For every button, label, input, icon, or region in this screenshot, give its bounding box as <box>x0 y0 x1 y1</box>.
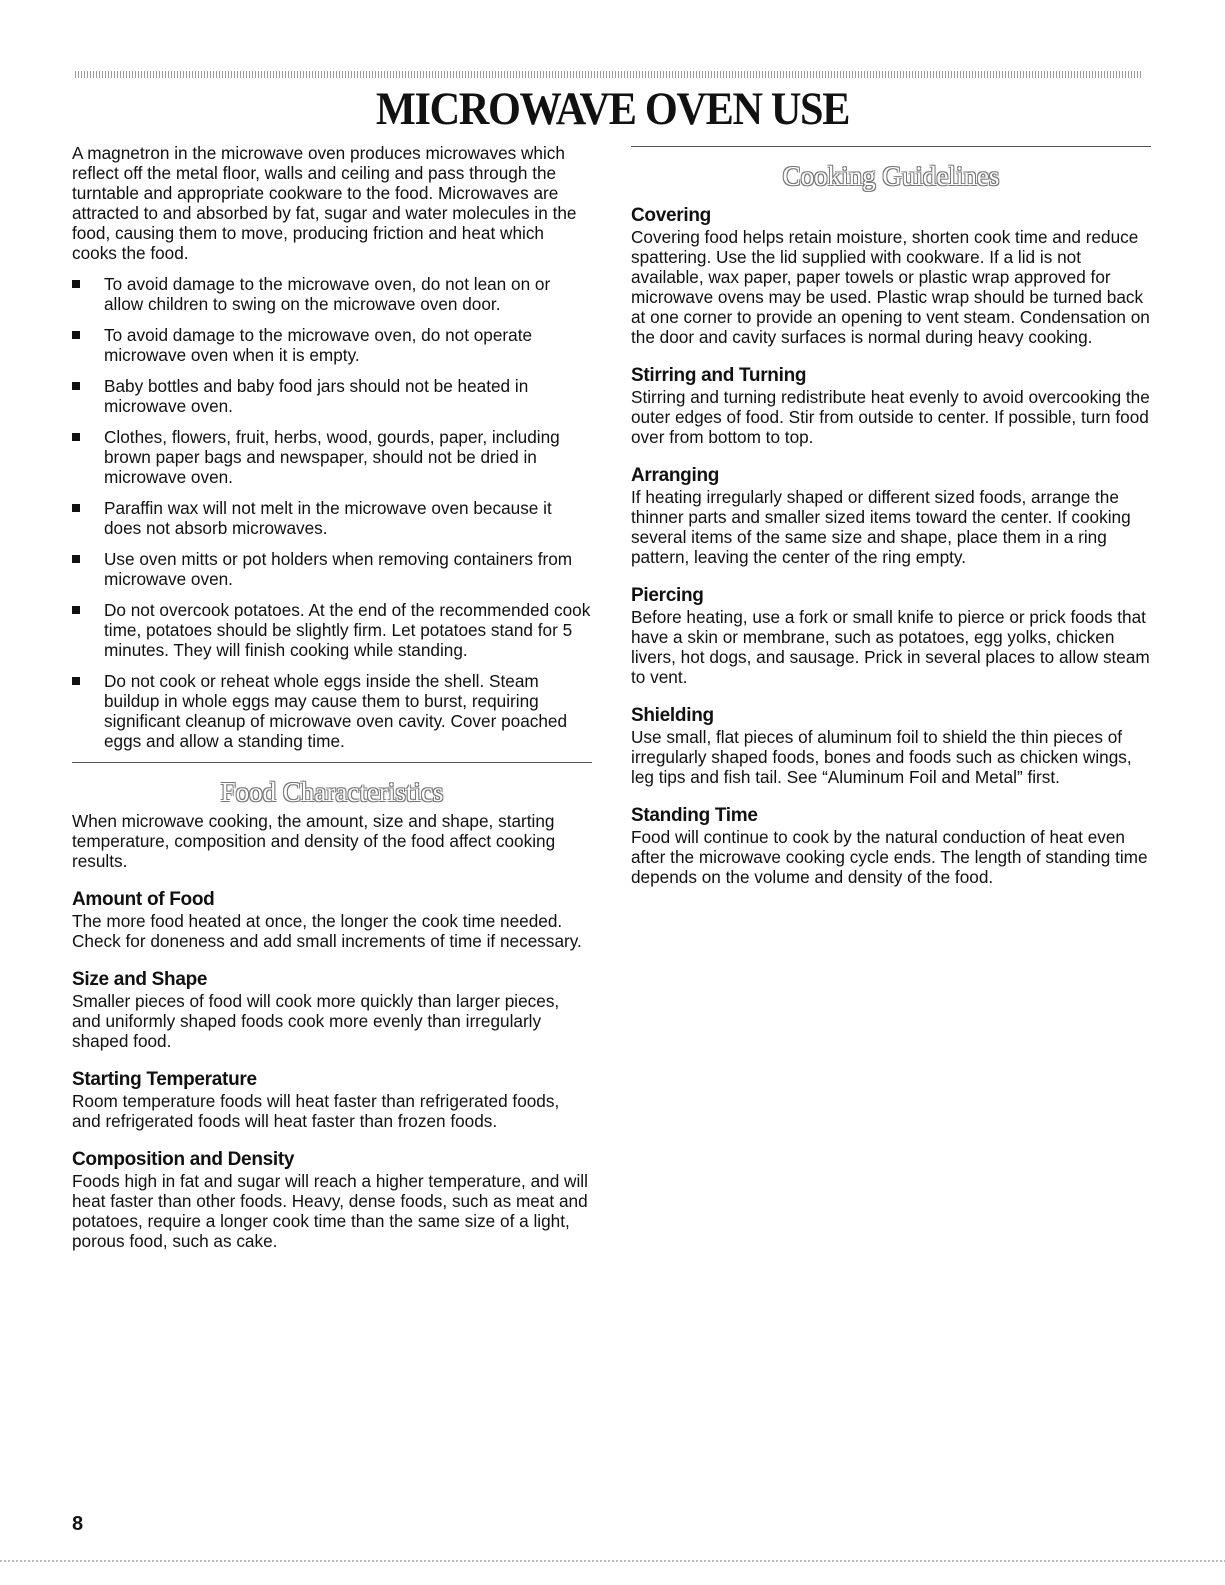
subsection <box>72 889 592 951</box>
bullet-text: To avoid damage to the microwave oven, do not operate microwave oven when it is empty. <box>104 325 533 365</box>
subsection-text: Room temperature foods will heat faster than refrigerated foods, and refrigerated foods will heat faster than frozen foods. <box>72 1091 560 1131</box>
square-bullet-icon <box>72 504 80 512</box>
bullet-text: Baby bottles and baby food jars should not be heated in microwave oven. <box>104 376 529 416</box>
subsection <box>631 805 1151 887</box>
subsection <box>72 969 592 1051</box>
right-column <box>631 146 1151 887</box>
bullet-item <box>72 671 592 751</box>
subsection-text: If heating irregularly shaped or different sized foods, arrange the thinner parts and smaller sized items toward the center. If cooking several items of the same size and shape, place them in a ring pattern, leaving the center of the ring empty. <box>631 487 1131 567</box>
page-number: 8 <box>72 1513 84 1535</box>
bottom-dotted-rule <box>0 1560 1225 1562</box>
bullet-item <box>72 376 592 416</box>
bullet-text: Do not overcook potatoes. At the end of the recommended cook time, potatoes should be slightly firm. Let potatoes stand for 5 minutes. They will finish cooking while standing. <box>104 600 591 660</box>
bullet-text: Use oven mitts or pot holders when removing containers from microwave oven. <box>104 549 573 589</box>
bullet-text: Do not cook or reheat whole eggs inside the shell. Steam buildup in whole eggs may cause them to burst, requiring significant cleanup of microwave oven cavity. Cover poached eggs and allow a standing time. <box>104 671 568 751</box>
subsection-text: Smaller pieces of food will cook more quickly than larger pieces, and uniformly shaped foods cook more evenly than irregularly shaped food. <box>72 991 560 1051</box>
subsection-title: Shielding <box>631 705 714 726</box>
bullet-item <box>72 325 592 365</box>
food-characteristics-heading: Food Characteristics <box>220 777 444 807</box>
subsection <box>631 365 1151 447</box>
subsection <box>631 205 1151 347</box>
subsection-title: Covering <box>631 205 711 226</box>
square-bullet-icon <box>72 331 80 339</box>
food-intro-paragraph: When microwave cooking, the amount, size and shape, starting temperature, composition and density of the food affect cooking results. <box>72 811 556 871</box>
section-divider <box>72 762 592 763</box>
intro-paragraph: A magnetron in the microwave oven produces microwaves which reflect off the metal floor, walls and ceiling and pass through the turntable and appropriate cookware to the food. Microwaves are attracted to and absorbed by fat, sugar and water molecules in the food, causing them to move, producing friction and heat which cooks the food. <box>72 143 577 263</box>
section-divider <box>631 146 1151 147</box>
subsection <box>631 465 1151 567</box>
bullet-item <box>72 498 592 538</box>
subsection-text: Food will continue to cook by the natural conduction of heat even after the microwave cooking cycle ends. The length of standing time depends on the volume and density of the food. <box>631 827 1148 887</box>
square-bullet-icon <box>72 433 80 441</box>
page-title: MICROWAVE OVEN USE <box>375 83 850 135</box>
subsection-text: Covering food helps retain moisture, shorten cook time and reduce spattering. Use the lid supplied with cookware. If a lid is not available, wax paper, paper towels or plastic wrap approved for microwave ovens may be used. Plastic wrap should be turned back at one corner to provide an opening to vent steam. Condensation on the door and cavity surfaces is normal during heavy cooking. <box>631 227 1150 347</box>
subsection-text: The more food heated at once, the longer the cook time needed. Check for doneness and add small increments of time if necessary. <box>72 911 582 951</box>
bullet-item <box>72 549 592 589</box>
bullet-item <box>72 600 592 660</box>
bullet-text: Paraffin wax will not melt in the microwave oven because it does not absorb microwaves. <box>104 498 552 538</box>
subsection <box>72 1069 592 1131</box>
subsection-title: Piercing <box>631 585 704 606</box>
bullet-item <box>72 427 592 487</box>
safety-bullet-list <box>72 274 592 751</box>
subsection-title: Standing Time <box>631 805 758 826</box>
top-dotted-rule <box>75 71 1142 78</box>
bullet-text: To avoid damage to the microwave oven, do not lean on or allow children to swing on the microwave oven door. <box>104 274 551 314</box>
subsection-title: Stirring and Turning <box>631 365 807 386</box>
left-column <box>72 143 592 1251</box>
square-bullet-icon <box>72 555 80 563</box>
subsection-title: Amount of Food <box>72 889 215 910</box>
subsection-title: Arranging <box>631 465 720 486</box>
square-bullet-icon <box>72 382 80 390</box>
subsection <box>631 585 1151 687</box>
subsection-text: Before heating, use a fork or small knife to pierce or prick foods that have a skin or membrane, such as potatoes, egg yolks, chicken livers, hot dogs, and sausage. Prick in several places to allow steam to vent. <box>631 607 1150 687</box>
subsection-title: Starting Temperature <box>72 1069 257 1090</box>
square-bullet-icon <box>72 677 80 685</box>
bullet-item <box>72 274 592 314</box>
subsection-title: Size and Shape <box>72 969 208 990</box>
subsection-title: Composition and Density <box>72 1149 295 1170</box>
cooking-guidelines-heading: Cooking Guidelines <box>782 161 1000 191</box>
subsection-text: Use small, flat pieces of aluminum foil to shield the thin pieces of irregularly shaped foods, bones and foods such as chicken wings, leg tips and fish tail. See “Aluminum Foil and Metal” first. <box>631 727 1132 787</box>
square-bullet-icon <box>72 606 80 614</box>
subsection-text: Foods high in fat and sugar will reach a higher temperature, and will heat faster than other foods. Heavy, dense foods, such as meat and potatoes, require a longer cook time than the same size of a light, porous food, such as cake. <box>72 1171 588 1251</box>
bullet-text: Clothes, flowers, fruit, herbs, wood, gourds, paper, including brown paper bags and newspaper, should not be dried in microwave oven. <box>104 427 560 487</box>
square-bullet-icon <box>72 280 80 288</box>
subsection <box>631 705 1151 787</box>
subsection <box>72 1149 592 1251</box>
subsection-text: Stirring and turning redistribute heat evenly to avoid overcooking the outer edges of food. Stir from outside to center. If possible, turn food over from bottom to top. <box>631 387 1150 447</box>
